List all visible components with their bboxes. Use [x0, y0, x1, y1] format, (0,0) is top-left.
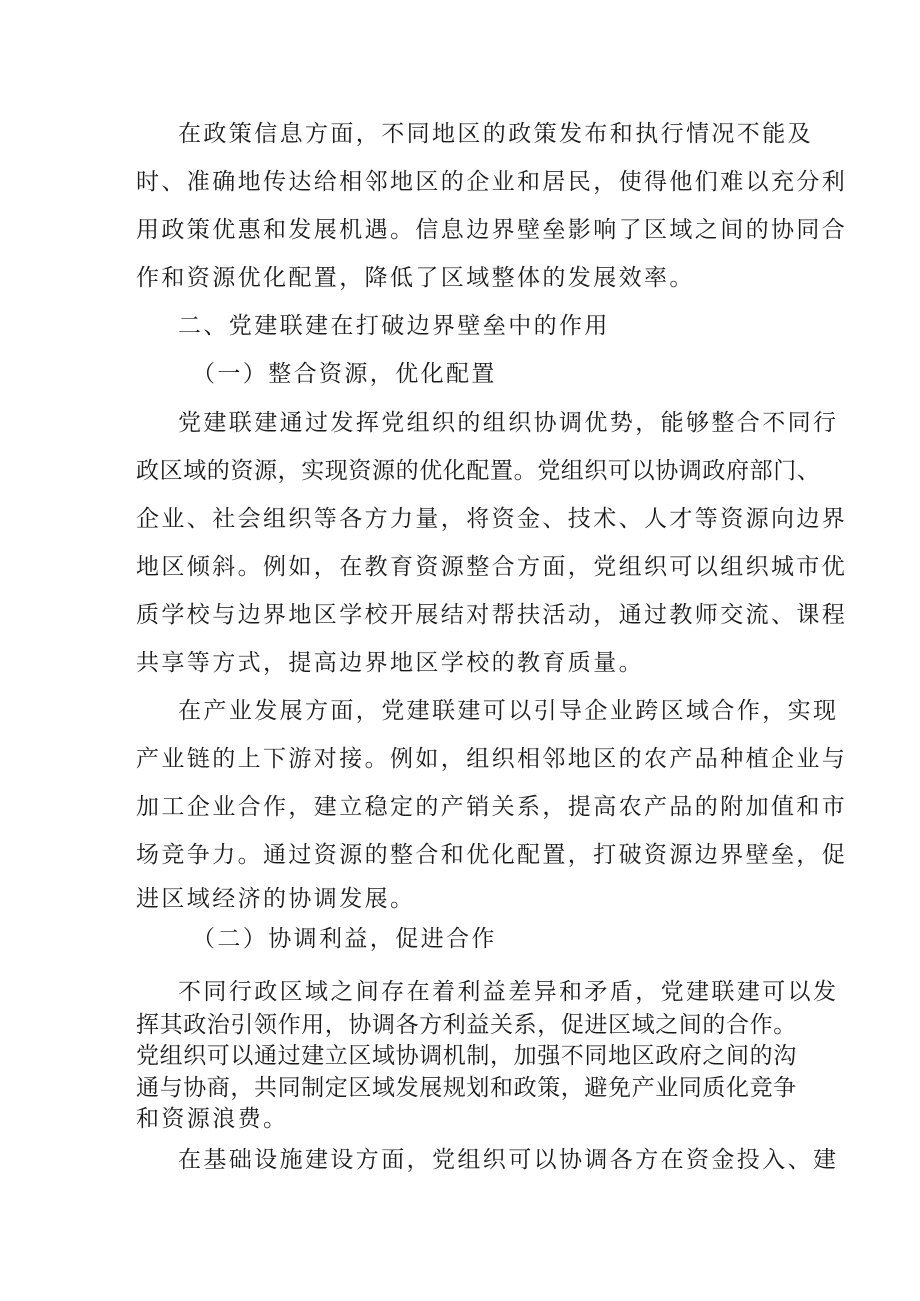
section-heading: 二、党建联建在打破边界壁垒中的作用 — [178, 313, 610, 339]
text-line: 在产业发展方面，党建联建可以引导企业跨区域合作，实现 — [178, 698, 839, 724]
text-line: 在基础设施建设方面，党组织可以协调各方在资金投入、建 — [178, 1147, 839, 1173]
text-line: 加工企业合作，建立稳定的产销关系，提高农产品的附加值和市 — [136, 794, 848, 820]
text-line: 地区倾斜。例如，在教育资源整合方面，党组织可以组织城市优 — [136, 554, 848, 580]
text-line: 和资源浪费。 — [136, 1106, 289, 1132]
text-line: 政区域的资源，实现资源的优化配置。党组织可以协调政府部门、 — [136, 458, 821, 484]
text-line: 用政策优惠和发展机遇。信息边界壁垒影响了区域之间的协同合 — [136, 217, 848, 243]
text-line: 共享等方式，提高边界地区学校的教育质量。 — [136, 650, 644, 676]
text-line: 企业、社会组织等各方力量，将资金、技术、人才等资源向边界 — [136, 506, 848, 532]
text-line: 通与协商，共同制定区域发展规划和政策，避免产业同质化竞争 — [136, 1075, 797, 1101]
text-line: 党建联建通过发挥党组织的组织协调优势，能够整合不同行 — [178, 410, 839, 436]
text-line: 在政策信息方面，不同地区的政策发布和执行情况不能及 — [178, 121, 813, 147]
text-line: 党组织可以通过建立区域协调机制，加强不同地区政府之间的沟 — [136, 1043, 797, 1069]
text-line: 产业链的上下游对接。例如，组织相邻地区的农产品种植企业与 — [136, 746, 848, 772]
text-line: 场竞争力。通过资源的整合和优化配置，打破资源边界壁垒，促 — [136, 842, 848, 868]
text-line: 时、准确地传达给相邻地区的企业和居民，使得他们难以充分利 — [136, 169, 848, 195]
subsection-heading: （二）协调利益，促进合作 — [192, 926, 497, 952]
text-line: 作和资源优化配置，降低了区域整体的发展效率。 — [136, 265, 695, 291]
text-line: 不同行政区域之间存在着利益差异和矛盾，党建联建可以发 — [178, 979, 839, 1005]
text-line: 质学校与边界地区学校开展结对帮扶活动，通过教师交流、课程 — [136, 602, 848, 628]
text-line: 挥其政治引领作用，协调各方利益关系，促进区域之间的合作。 — [136, 1012, 797, 1038]
text-line: 进区域经济的协调发展。 — [136, 886, 416, 912]
subsection-heading: （一）整合资源，优化配置 — [192, 361, 497, 387]
